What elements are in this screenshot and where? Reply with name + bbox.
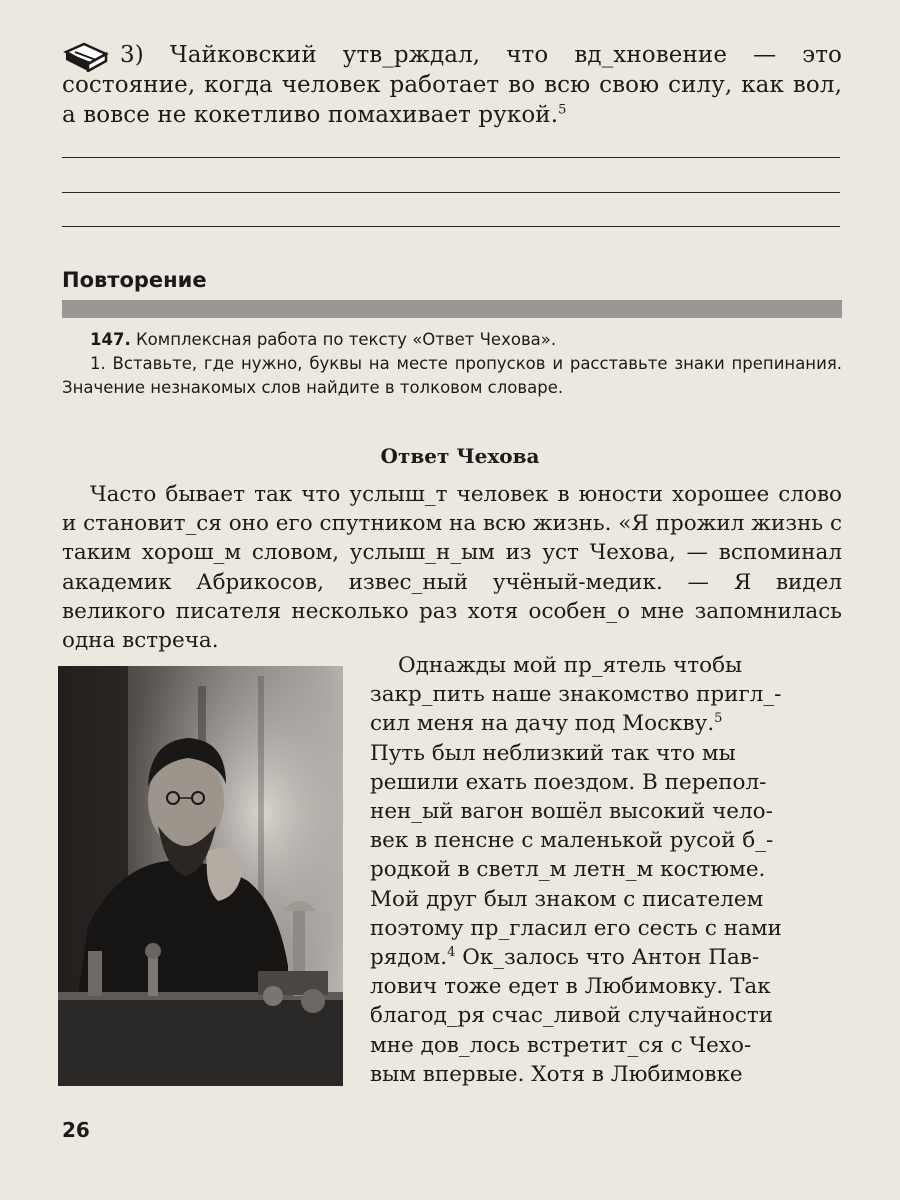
answer-line[interactable] — [62, 226, 840, 227]
text-line: закр_пить наше знакомство пригл_- — [370, 682, 782, 708]
footnote-marker: 5 — [558, 102, 567, 118]
story-paragraph: Часто бывает так что услыш_т человек в юности хорошее слово и становит_ся оно его спутником на всю жизнь. «Я прожил жизнь с таким хорош_м словом, услыш_н_ым из уст Чехова, — вспоминал академик Абрикосов, извес_ный учёный-медик. — Я видел великого писателя несколько раз хотя особен_о мне запомнилась одна встреча. — [62, 482, 842, 654]
page-number: 26 — [62, 1118, 90, 1142]
answer-line[interactable] — [62, 157, 840, 158]
text-line: поэтому пр_гласил его сесть с нами — [370, 915, 782, 941]
exercise-instruction: 1. Вставьте, где нужно, буквы на месте пропусков и расставьте знаки препинания. Значение незнакомых слов найдите в толковом словаре. — [62, 354, 842, 397]
exercise-147 — [62, 328, 842, 400]
exercise-heading — [62, 328, 842, 352]
text-line — [370, 943, 840, 972]
exercise-number: 147. — [90, 330, 131, 349]
text-fragment: рядом. — [370, 945, 448, 971]
text-line: нен_ый вагон вошёл высокий чело- — [370, 799, 773, 825]
text-fragment: сил меня на дачу под Москву. — [370, 711, 715, 737]
text-fragment: Ок_залось что Антон Пав- — [455, 945, 760, 971]
text-line: Путь был неблизкий так что мы — [370, 740, 736, 766]
text-line: родкой в светл_м летн_м костюме. — [370, 857, 766, 883]
text-line: Однажды мой пр_ятель чтобы — [398, 653, 743, 678]
story-text — [62, 480, 842, 655]
story-text-right-column — [370, 651, 840, 1089]
section-divider — [62, 300, 842, 318]
text-line: решили ехать поездом. В перепол- — [370, 769, 767, 795]
text-line: век в пенсне с маленькой русой б_- — [370, 828, 774, 854]
task-3 — [62, 40, 842, 130]
text-line: благод_ря счас_ливой случайности — [370, 1003, 774, 1029]
footnote-marker: 4 — [447, 944, 456, 960]
section-title: Повторение — [62, 268, 207, 292]
pencil-notebook-icon — [62, 42, 110, 72]
text-line: Мой друг был знаком с писателем — [370, 886, 764, 912]
answer-line[interactable] — [62, 192, 840, 193]
chekhov-portrait-photo — [58, 666, 343, 1086]
text-line: мне дов_лось встретит_ся с Чехо- — [370, 1032, 752, 1058]
text-line — [370, 709, 840, 738]
text-line: лович тоже едет в Любимовку. Так — [370, 974, 771, 1000]
task-3-sentence: 3) Чайковский утв_рждал, что вд_хновение — это состояние, когда человек работает во всю свою силу, как вол, а вовсе не кокетливо помахивает рукой. — [62, 42, 842, 128]
task-3-text — [62, 40, 842, 130]
portrait-illustration — [58, 666, 343, 1086]
story-title: Ответ Чехова — [380, 444, 540, 468]
text-line: вым впервые. Хотя в Любимовке — [370, 1061, 743, 1087]
footnote-marker: 5 — [714, 711, 723, 727]
exercise-heading-text: Комплексная работа по тексту «Ответ Чехова». — [135, 330, 557, 349]
